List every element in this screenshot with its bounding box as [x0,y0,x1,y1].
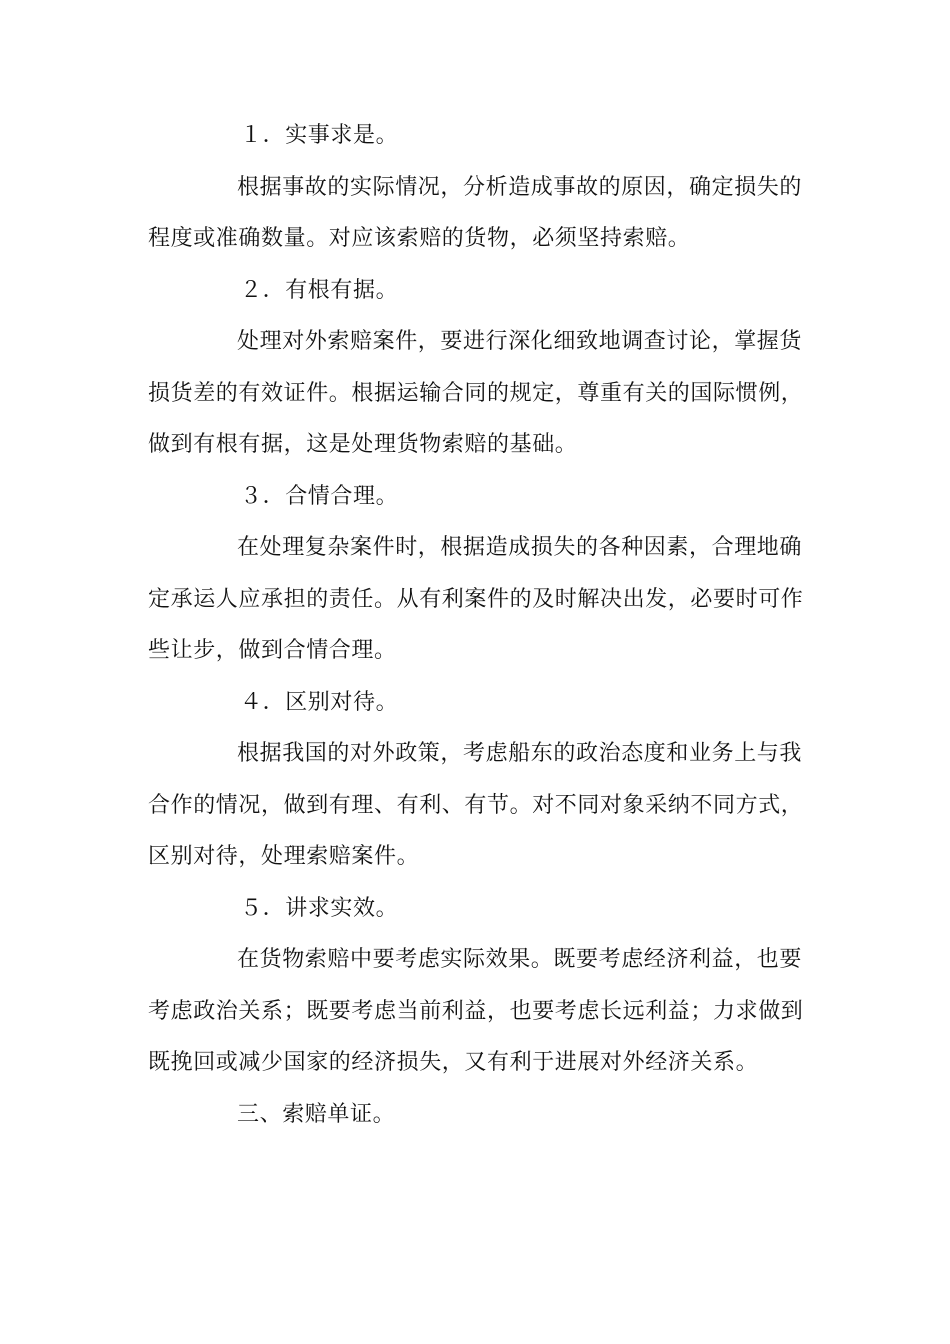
paragraph-line: 根据我国的对外政策，考虑船东的政治态度和业务上与我 [237,741,803,766]
paragraph-line: 损货差的有效证件。根据运输合同的规定，尊重有关的国际惯例， [148,380,804,406]
section-heading-2: ２．有根有据。 [240,277,399,303]
paragraph-line: 在处理复杂案件时，根据造成损失的各种因素，合理地确 [237,535,803,560]
section-heading-1: １．实事求是。 [240,123,399,148]
paragraph-line: 做到有根有据，这是处理货物索赔的基础。 [148,432,578,457]
paragraph-line: 合作的情况，做到有理、有利、有节。对不同对象采纳不同方式， [148,792,804,818]
paragraph-line: 处理对外索赔案件，要进行深化细致地调查讨论，掌握货 [237,329,803,354]
paragraph-line: 区别对待，处理索赔案件。 [148,844,420,869]
section-heading-4: ４．区别对待。 [240,689,399,715]
paragraph-line: 既挽回或减少国家的经济损失，又有利于进展对外经济关系。 [148,1050,759,1075]
section-heading-3: ３．合情合理。 [240,483,399,509]
document-body [148,110,804,1140]
paragraph-line: 些让步，做到合情合理。 [148,638,397,663]
section-heading-5: ５．讲求实效。 [240,895,399,921]
paragraph-line: 考虑政治关系；既要考虑当前利益，也要考虑长远利益；力求做到 [148,998,804,1024]
paragraph-line: 根据事故的实际情况，分析造成事故的原因，确定损失的 [237,174,803,200]
chapter-heading: 三、索赔单证。 [237,1101,396,1127]
paragraph-line: 程度或准确数量。对应该索赔的货物，必须坚持索赔。 [148,226,691,251]
paragraph-line: 定承运人应承担的责任。从有利案件的及时解决出发，必要时可作 [148,586,804,612]
paragraph-line: 在货物索赔中要考虑实际效果。既要考虑经济利益，也要 [237,947,803,972]
